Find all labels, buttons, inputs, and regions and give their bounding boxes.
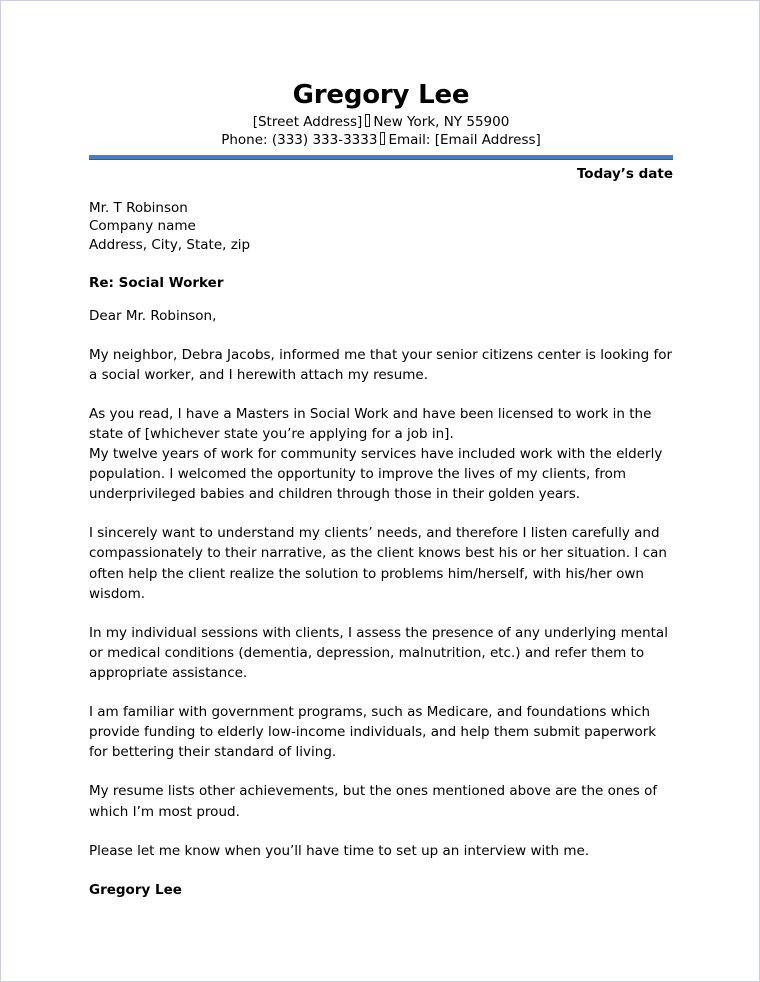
body-paragraph-sentence: As you read, I have a Masters in Social Work and have been licensed to work in the state of [whichever state you’re applying for a job in]. bbox=[89, 405, 652, 442]
city-state-zip: New York, NY 55900 bbox=[373, 113, 510, 130]
tofu-box-separator-icon bbox=[380, 132, 385, 145]
body-paragraph: I am familiar with government programs, such as Medicare, and foundations which provide funding to elderly low-income individuals, and help them submit paperwork for bettering their standard of living. bbox=[89, 704, 657, 761]
body-paragraph-sentence: My twelve years of work for community services have included work with the elderly population. I welcomed the opportunity to improve the lives of my clients, from underprivileged babies and children through those in their golden years. bbox=[89, 445, 663, 503]
body-paragraph: My resume lists other achievements, but the ones mentioned above are the ones of which I’m most proud. bbox=[89, 783, 658, 820]
salutation: Dear Mr. Robinson, bbox=[89, 307, 217, 324]
recipient-line: Company name bbox=[89, 218, 196, 235]
recipient-address-block bbox=[89, 199, 673, 254]
letterhead-divider-rule bbox=[89, 155, 673, 160]
phone-number: Phone: (333) 333-3333 bbox=[221, 131, 378, 148]
date-label: Today’s date bbox=[576, 165, 673, 182]
letterhead bbox=[89, 1, 673, 160]
letterhead-contact-line-1 bbox=[89, 114, 673, 132]
subject-line: Re: Social Worker bbox=[89, 275, 224, 292]
body-paragraph: Please let me know when you’ll have time to set up an interview with me. bbox=[89, 842, 590, 859]
body-paragraph: In my individual sessions with clients, I assess the presence of any underlying mental or medical conditions (dementia, depression, malnutrition, etc.) and refer them to appropriate assistance. bbox=[89, 624, 668, 681]
signature-name: Gregory Lee bbox=[89, 881, 182, 898]
body-paragraph: My neighbor, Debra Jacobs, informed me that your senior citizens center is looking for a social worker, and I herewith attach my resume. bbox=[89, 346, 673, 383]
letter-content-column bbox=[89, 1, 673, 899]
letterhead-name: Gregory Lee bbox=[292, 80, 470, 110]
letterhead-contact-line-2 bbox=[89, 132, 673, 150]
recipient-line: Mr. T Robinson bbox=[89, 199, 188, 216]
body-paragraph bbox=[89, 404, 673, 505]
recipient-line: Address, City, State, zip bbox=[89, 236, 251, 253]
tofu-box-separator-icon bbox=[365, 114, 370, 127]
email-placeholder: Email: [Email Address] bbox=[388, 131, 541, 148]
body-paragraph: I sincerely want to understand my clients’ needs, and therefore I listen carefully and compassionately to their narrative, as the client knows best his or her situation. I can often help the client realize the solution to problems him/herself, with his/her own wisdom. bbox=[89, 525, 667, 602]
street-address-placeholder: [Street Address] bbox=[252, 113, 363, 130]
